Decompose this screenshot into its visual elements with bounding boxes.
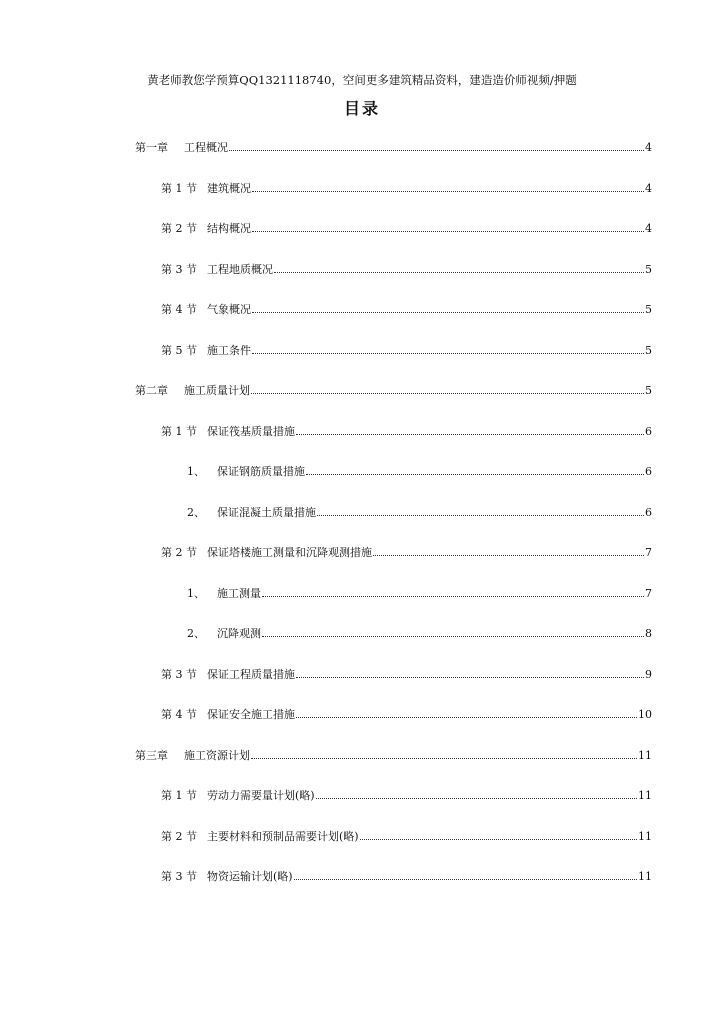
toc-label: 施工资源计划 <box>184 749 250 762</box>
toc-label: 工程概况 <box>184 141 228 154</box>
toc-entry-section[interactable] <box>161 221 652 237</box>
toc-entry-section[interactable] <box>161 829 652 845</box>
toc-label: 保证塔楼施工测量和沉降观测措施 <box>207 546 372 559</box>
page-title: 目录 <box>343 99 380 118</box>
toc-number: 第 1 节 <box>161 425 197 438</box>
toc-number: 2、 <box>187 627 205 640</box>
toc-number: 第 2 节 <box>161 830 197 843</box>
toc-label: 结构概况 <box>207 222 251 235</box>
toc-number: 第 2 节 <box>161 222 197 235</box>
toc-page-number: 4 <box>645 182 652 195</box>
toc-entry-chapter-3[interactable] <box>135 748 652 764</box>
toc-leader-dots <box>262 636 644 637</box>
toc-number: 第 2 节 <box>161 546 197 559</box>
toc-page-number: 8 <box>645 627 652 640</box>
toc-number: 2、 <box>187 506 205 519</box>
toc-number: 第 1 节 <box>161 182 197 195</box>
toc-number: 第 5 节 <box>161 344 197 357</box>
toc-number: 第 4 节 <box>161 303 197 316</box>
toc-entry-section[interactable] <box>161 302 652 318</box>
toc-page-number: 9 <box>645 668 652 681</box>
toc-leader-dots <box>251 758 637 759</box>
toc-entry-chapter-1[interactable] <box>135 140 652 156</box>
toc-label: 保证钢筋质量措施 <box>217 465 305 478</box>
toc-label: 建筑概况 <box>207 182 251 195</box>
toc-leader-dots <box>296 677 644 678</box>
toc-number: 1、 <box>187 587 205 600</box>
toc-page-number: 11 <box>638 749 652 762</box>
toc-leader-dots <box>294 879 637 880</box>
toc-label: 保证筏基质量措施 <box>207 425 295 438</box>
toc-entry-chapter-2[interactable] <box>135 383 652 399</box>
toc-leader-dots <box>296 717 637 718</box>
page-header: 黄老师教您学预算QQ1321118740，空间更多建筑精品资料，建造造价师视频/押题 <box>147 73 577 87</box>
toc-leader-dots <box>306 474 644 475</box>
toc-page-number: 5 <box>645 263 652 276</box>
toc-page-number: 6 <box>645 506 652 519</box>
toc-number: 1、 <box>187 465 205 478</box>
toc-page-number: 10 <box>638 708 652 721</box>
toc-page-number: 11 <box>638 870 652 883</box>
toc-leader-dots <box>252 353 644 354</box>
toc-entry-section[interactable] <box>161 181 652 197</box>
toc-label: 施工质量计划 <box>184 384 250 397</box>
toc-page-number: 5 <box>645 303 652 316</box>
toc-number: 第 1 节 <box>161 789 197 802</box>
toc-label: 施工条件 <box>207 344 251 357</box>
toc-leader-dots <box>251 393 644 394</box>
toc-entry-section[interactable] <box>161 262 652 278</box>
toc-number: 第二章 <box>135 384 168 397</box>
toc-entry-section[interactable] <box>161 667 652 683</box>
toc-label: 沉降观测 <box>217 627 261 640</box>
toc-page-number: 6 <box>645 425 652 438</box>
toc-label: 保证混凝土质量措施 <box>217 506 316 519</box>
toc-label: 施工测量 <box>217 587 261 600</box>
toc-number: 第一章 <box>135 141 168 154</box>
toc-label: 主要材料和预制品需要计划(略) <box>207 830 359 843</box>
toc-leader-dots <box>360 839 637 840</box>
toc-leader-dots <box>316 798 637 799</box>
toc-label: 劳动力需要量计划(略) <box>207 789 315 802</box>
toc-leader-dots <box>229 150 644 151</box>
toc-page-number: 11 <box>638 789 652 802</box>
toc-leader-dots <box>262 596 644 597</box>
toc-entry-subsection[interactable] <box>187 464 652 480</box>
toc-entry-subsection[interactable] <box>187 505 652 521</box>
toc-page-number: 4 <box>645 141 652 154</box>
toc-entry-section[interactable] <box>161 788 652 804</box>
toc-number: 第三章 <box>135 749 168 762</box>
toc-leader-dots <box>252 231 644 232</box>
toc-page-number: 7 <box>645 587 652 600</box>
toc-leader-dots <box>274 272 644 273</box>
toc-page-number: 4 <box>645 222 652 235</box>
toc-entry-section[interactable] <box>161 424 652 440</box>
toc-leader-dots <box>373 555 644 556</box>
toc-number: 第 3 节 <box>161 263 197 276</box>
toc-number: 第 3 节 <box>161 870 197 883</box>
toc-entry-subsection[interactable] <box>187 586 652 602</box>
toc-page-number: 5 <box>645 344 652 357</box>
toc-entry-section[interactable] <box>161 707 652 723</box>
toc-leader-dots <box>296 434 644 435</box>
toc-page-number: 5 <box>645 384 652 397</box>
toc-number: 第 3 节 <box>161 668 197 681</box>
toc-page-number: 7 <box>645 546 652 559</box>
toc-number: 第 4 节 <box>161 708 197 721</box>
toc-leader-dots <box>252 312 644 313</box>
toc-label: 工程地质概况 <box>207 263 273 276</box>
toc-page-number: 11 <box>638 830 652 843</box>
toc-label: 保证安全施工措施 <box>207 708 295 721</box>
toc-entry-section[interactable] <box>161 545 652 561</box>
toc-label: 气象概况 <box>207 303 251 316</box>
toc-entry-subsection[interactable] <box>187 626 652 642</box>
toc-leader-dots <box>252 191 644 192</box>
toc-entry-section[interactable] <box>161 343 652 359</box>
toc-entry-section[interactable] <box>161 869 652 885</box>
toc-label: 物资运输计划(略) <box>207 870 293 883</box>
toc-label: 保证工程质量措施 <box>207 668 295 681</box>
toc-leader-dots <box>317 515 644 516</box>
toc-page-number: 6 <box>645 465 652 478</box>
